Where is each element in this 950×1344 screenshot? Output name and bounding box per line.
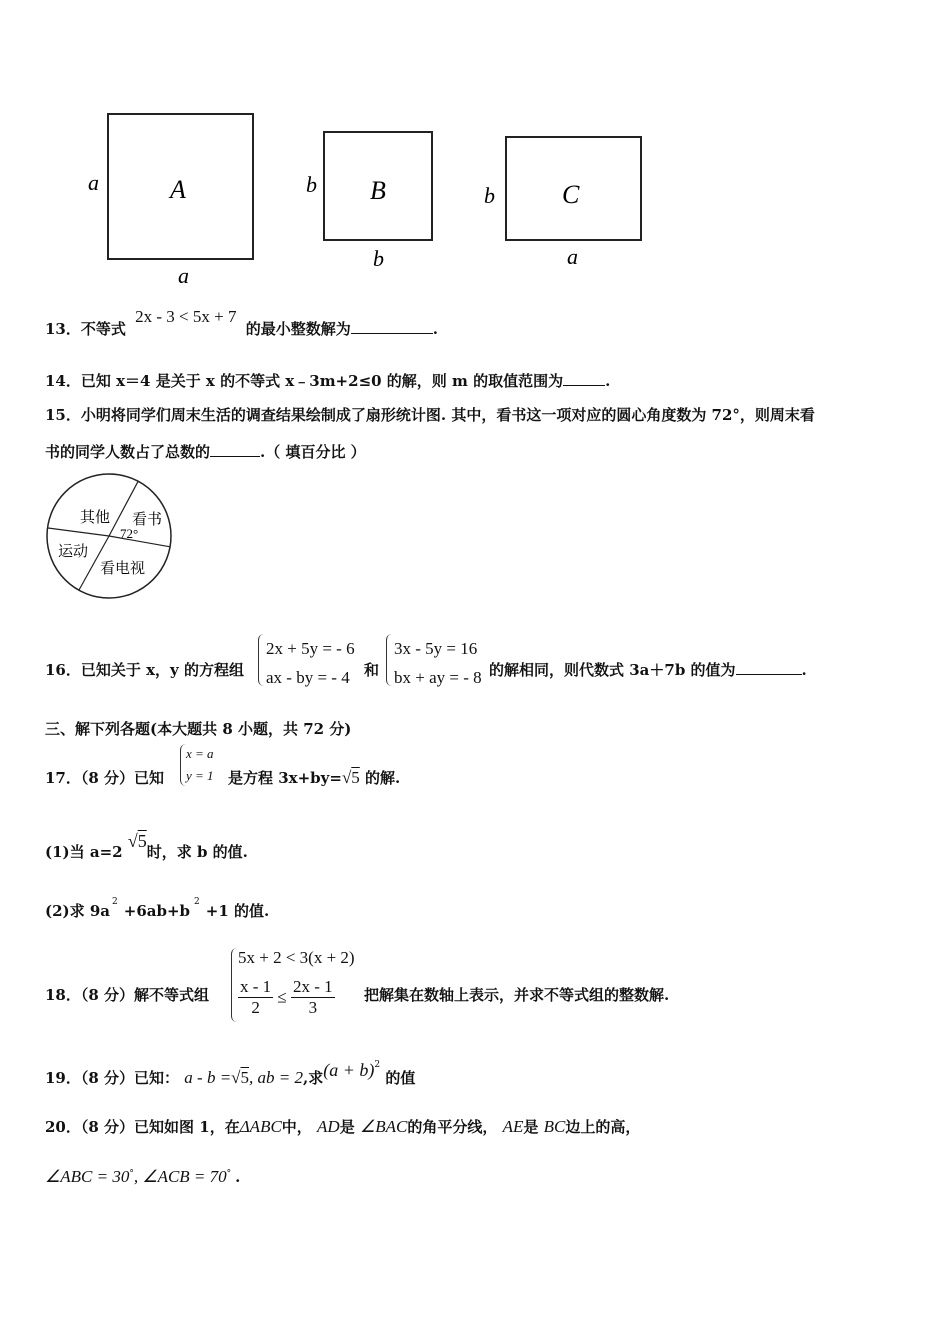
rectangle-c-bottom-label: a	[567, 244, 578, 269]
q15-number: 15．	[45, 406, 81, 424]
q17-part1-sqrt-value: 5	[137, 831, 147, 851]
q20-triangle: ΔABC	[239, 1117, 282, 1136]
pie-label-reading: 看书	[132, 512, 163, 528]
q18-system-brace	[231, 948, 238, 1022]
q17-part2	[45, 897, 270, 921]
q16-end: .	[801, 661, 807, 679]
q20-t3: 的角平分线，	[407, 1118, 498, 1136]
pie-label-sports: 运动	[58, 544, 89, 560]
q14-answer-blank	[563, 371, 605, 386]
q18-frac1-den: 2	[251, 998, 260, 1017]
q16-system2-eq1: 3x - 5y = 16	[394, 639, 478, 658]
q18-frac2-den: 3	[308, 998, 318, 1017]
rectangle-c-side-label: b	[484, 183, 495, 208]
q15-answer-blank	[210, 442, 260, 457]
q20-t2: 是	[339, 1118, 355, 1136]
q17-system	[186, 743, 214, 787]
q18-number: 18．	[45, 986, 81, 1004]
q20-angle-abc: ∠ABC = 30	[45, 1167, 130, 1186]
q19-sqrt: √5	[231, 1068, 250, 1087]
q15-line2-end: .（ 填百分比 ）	[260, 443, 366, 461]
q13-end: .	[432, 320, 438, 338]
q18-frac2-num: 2x - 1	[293, 977, 333, 996]
q16-post: 的解相同，则代数式 3a＋7b 的值为	[489, 661, 736, 679]
q20-t1: 中，	[281, 1118, 312, 1136]
question-15-line2	[45, 441, 366, 462]
q15-line2: 书的同学人数占了总数的	[45, 443, 211, 461]
q16-system2-eq2: bx + ay = - 8	[394, 668, 482, 687]
section-3-heading: 三、解下列各题(本大题共 8 小题，共 72 分)	[45, 720, 352, 738]
q16-pre: 已知关于 x，y 的方程组	[80, 661, 244, 679]
q20-ad: AD	[317, 1117, 340, 1136]
q20-ae: AE	[502, 1117, 524, 1136]
q20-number: 20．	[45, 1118, 81, 1136]
q17-part2-sup1: 2	[112, 897, 118, 907]
q17-system-eq1: x = a	[186, 746, 214, 761]
q14-text: 已知 x＝4 是关于 x 的不等式 x﹣3m+2≤0 的解，则 m 的取值范围为	[80, 372, 564, 390]
q16-system1	[266, 634, 355, 692]
q17-part1-sqrt: √5	[127, 831, 147, 851]
question-19	[45, 1060, 416, 1088]
square-a-bottom-label: a	[178, 263, 189, 288]
squares-figure	[80, 100, 660, 290]
q20-t4: 是	[523, 1118, 539, 1136]
q19-number: 19．	[45, 1069, 81, 1087]
q20-angle-bac: ∠BAC	[359, 1117, 408, 1136]
square-b-bottom-label: b	[373, 246, 384, 271]
q16-system1-eq1: 2x + 5y = - 6	[266, 639, 355, 658]
q20-deg1: °	[129, 1169, 134, 1179]
q16-system2	[394, 634, 482, 692]
q17-post: 是方程 3x+by=	[228, 769, 342, 787]
q13-answer-blank	[351, 319, 433, 334]
q17-part1-post: 时，求 b 的值.	[146, 843, 248, 861]
pie-angle-label: 72°	[120, 526, 139, 541]
q20-t5: 边上的高，	[565, 1118, 641, 1136]
q18-row1: 5x + 2 < 3(x + 2)	[238, 948, 355, 967]
q16-system1-brace	[258, 634, 265, 686]
q19-sqrt-value: 5	[240, 1068, 250, 1087]
question-16	[45, 659, 244, 680]
q18-le: ≤	[277, 987, 287, 1007]
square-b-side-label: b	[306, 172, 317, 197]
q19-expr1: a - b =	[184, 1068, 232, 1087]
question-15	[45, 404, 815, 425]
question-20	[45, 1116, 640, 1137]
q17-part2-b: +6ab+b	[123, 902, 191, 920]
square-b-name: B	[370, 176, 386, 205]
q14-end: .	[605, 372, 611, 390]
q18-frac2	[291, 977, 335, 1018]
pie-label-tv: 看电视	[100, 561, 146, 577]
q17-end: 的解.	[365, 769, 401, 787]
q19-mid: ,求	[303, 1069, 324, 1087]
q16-system1-eq2: ax - by = - 4	[266, 668, 350, 687]
q18-frac1	[238, 977, 273, 1018]
q16-post-line	[489, 659, 807, 680]
q17-part2-a: (2)求 9a	[45, 902, 111, 920]
q13-pre: 不等式	[80, 320, 126, 338]
q17-number: 17．	[45, 769, 81, 787]
q19-score: （8 分）已知：	[80, 1069, 180, 1087]
question-13	[45, 307, 438, 339]
q20-deg2: °	[226, 1169, 232, 1179]
question-14	[45, 370, 610, 391]
q17-sqrt: √5	[341, 768, 360, 787]
q13-post: 的最小整数解为	[245, 320, 351, 338]
question-20-line2	[45, 1167, 240, 1187]
q16-answer-blank	[736, 660, 802, 675]
pie-label-other: 其他	[80, 510, 111, 526]
q19-post: 的值	[385, 1069, 416, 1087]
q19-expr3: (a + b)	[323, 1060, 375, 1080]
q17-sqrt-value: 5	[351, 768, 360, 787]
q18-post: 把解集在数轴上表示，并求不等式组的整数解.	[364, 986, 670, 1004]
q13-number: 13．	[45, 320, 81, 338]
square-a-side-label: a	[88, 170, 99, 195]
q18-row2	[238, 977, 335, 1018]
q17-score: （8 分）已知	[80, 769, 165, 787]
rectangle-c-name: C	[562, 180, 580, 209]
q20-line2-end: .	[235, 1168, 241, 1186]
q17-post-line	[228, 767, 400, 788]
q17-part1	[45, 831, 248, 862]
q16-number: 16．	[45, 661, 81, 679]
q17-part2-c: +1 的值.	[205, 902, 270, 920]
q19-expr2: , ab = 2	[249, 1068, 303, 1087]
q15-line1: 小明将同学们周末生活的调查结果绘制成了扇形统计图. 其中，看书这一项对应的圆心角度数为 72°，则周末看	[80, 406, 815, 424]
pie-chart	[40, 470, 180, 605]
pie-divider-reading-bottom	[109, 536, 170, 547]
q14-number: 14．	[45, 372, 81, 390]
question-18-label	[45, 984, 209, 1005]
q17-part2-sup2: 2	[194, 897, 200, 907]
q20-bc: BC	[543, 1117, 566, 1136]
q19-sup: 2	[374, 1060, 381, 1070]
q17-system-eq2: y = 1	[186, 768, 214, 783]
question-17-label	[45, 767, 164, 788]
q16-system2-brace	[386, 634, 393, 686]
pie-divider-left	[48, 528, 109, 536]
q20-angle-acb: , ∠ACB = 70	[133, 1167, 227, 1186]
q13-expression: 2x - 3 < 5x + 7	[135, 307, 237, 326]
q17-part1-pre: (1)当 a=2	[45, 843, 123, 861]
q18-score: （8 分）解不等式组	[80, 986, 210, 1004]
q16-and: 和	[364, 661, 380, 679]
q20-score: （8 分）已知如图 1，在	[80, 1118, 240, 1136]
square-a-name: A	[170, 175, 186, 204]
q18-frac1-num: x - 1	[240, 977, 272, 996]
